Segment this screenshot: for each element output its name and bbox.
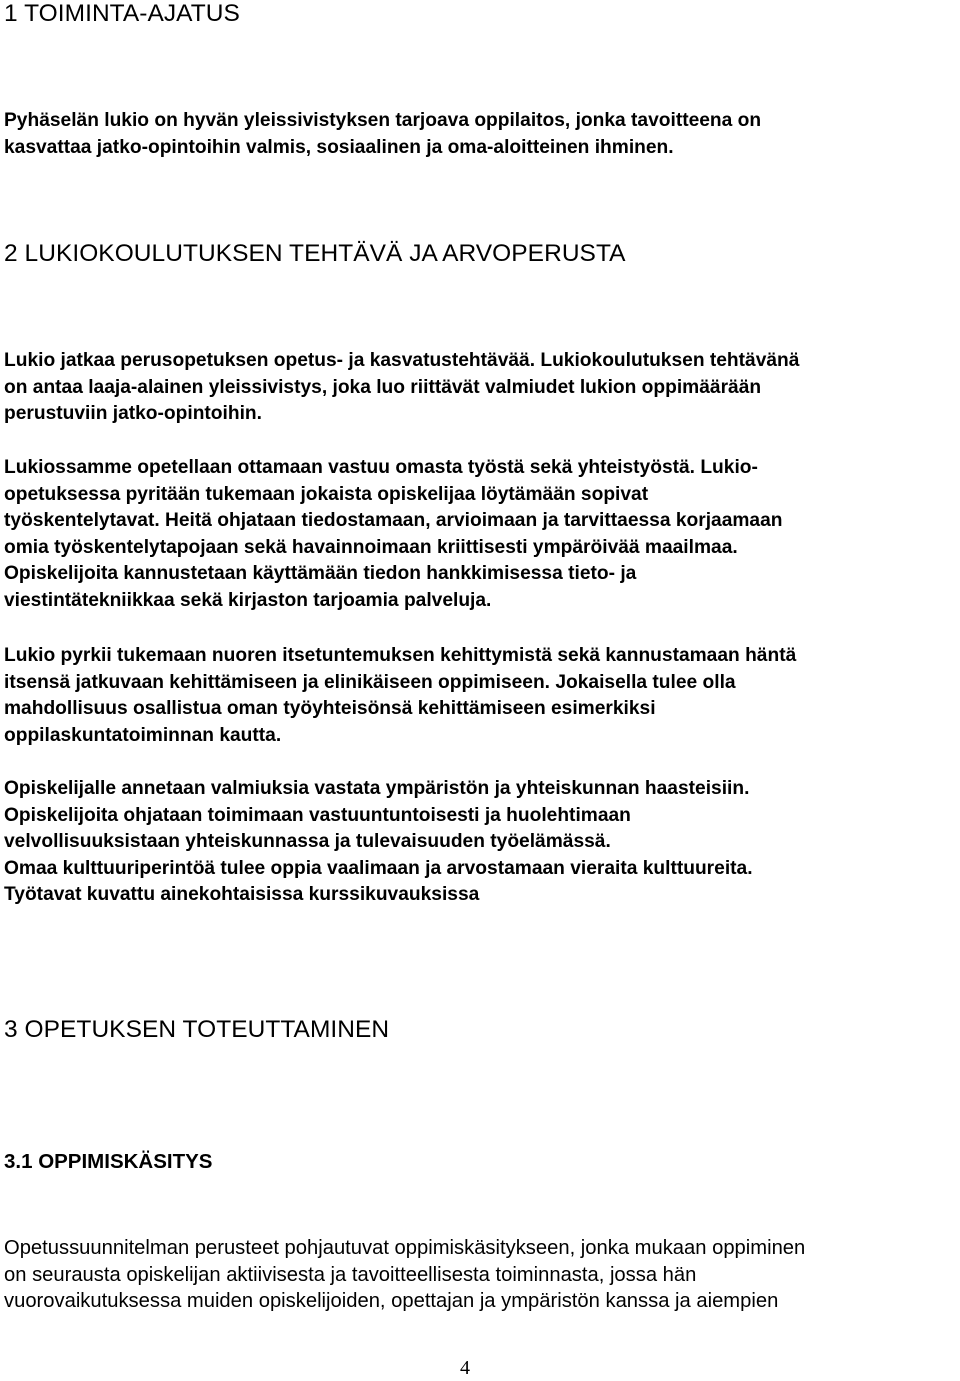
text-line: viestintätekniikkaa sekä kirjaston tarjoamia palveluja. (4, 589, 492, 611)
text-line: Omaa kulttuuriperintöä tulee oppia vaalimaan ja arvostamaan vieraita kulttuureita. (4, 857, 753, 879)
text-line: omia työskentelytapojaan sekä havainnoimaan kriittisesti ympäröivää maailmaa. (4, 536, 738, 558)
text-line: Lukio jatkaa perusopetuksen opetus- ja kasvatustehtävää. Lukiokoulutuksen tehtävänä (4, 350, 800, 371)
paragraph-toiminta-ajatus (4, 108, 761, 161)
paragraph-oppimiskasitys (4, 1235, 805, 1315)
text-line: työskentelytavat. Heitä ohjataan tiedostamaan, arvioimaan ja tarvittaessa korjaamaan (4, 510, 783, 532)
text-line: Opiskelijoita kannustetaan käyttämään tiedon hankkimisessa tieto- ja (4, 563, 637, 585)
text-line: Opetussuunnitelman perusteet pohjautuvat oppimiskäsitykseen, jonka mukaan oppiminen (4, 1237, 806, 1259)
paragraph-tyoskentelytavat (4, 455, 783, 615)
text-line: on seurausta opiskelijan aktiivisesta ja tavoitteellisesta toiminnasta, jossa hän (4, 1263, 697, 1286)
heading-toiminta-ajatus: 1 TOIMINTA-AJATUS (4, 0, 240, 27)
text-line: oppilaskuntatoiminnan kautta. (4, 724, 282, 746)
text-line: itsensä jatkuvaan kehittämiseen ja elinikäiseen oppimiseen. Jokaisella tulee olla (4, 671, 736, 693)
text-line: Työtavat kuvattu ainekohtaisissa kurssikuvauksissa (4, 884, 480, 906)
text-line: Lukio pyrkii tukemaan nuoren itsetuntemuksen kehittymistä sekä kannustamaan häntä (4, 645, 797, 666)
text-line: kasvattaa jatko-opintoihin valmis, sosiaalinen ja oma-aloitteinen ihminen. (4, 136, 674, 158)
text-line: Lukiossamme opetellaan ottamaan vastuu omasta työstä sekä yhteistyöstä. Lukio- (4, 457, 758, 478)
text-line: vuorovaikutuksessa muiden opiskelijoiden, opettajan ja ympäristön kanssa ja aiempien (4, 1290, 779, 1313)
paragraph-itsetuntemus (4, 643, 796, 749)
page-number: 4 (460, 1357, 470, 1379)
heading-tehtava-ja-arvoperusta: 2 LUKIOKOULUTUKSEN TEHTÄVÄ JA ARVOPERUSTA (4, 240, 626, 267)
heading-oppimiskasitys: 3.1 OPPIMISKÄSITYS (4, 1150, 213, 1173)
paragraph-lukiokoulutuksen-tehtava (4, 348, 799, 428)
text-line: Opiskelijalle annetaan valmiuksia vastata ympäristön ja yhteiskunnan haasteisiin. (4, 778, 750, 799)
text-line: perustuviin jatko-opintoihin. (4, 403, 262, 425)
heading-opetuksen-toteuttaminen: 3 OPETUKSEN TOTEUTTAMINEN (4, 1016, 390, 1043)
text-line: on antaa laaja-alainen yleissivistys, joka luo riittävät valmiudet lukion oppimäärään (4, 376, 762, 398)
text-line: velvollisuuksistaan yhteiskunnassa ja tulevaisuuden työelämässä. (4, 831, 611, 853)
text-line: mahdollisuus osallistua oman työyhteisönsä kehittämiseen esimerkiksi (4, 698, 656, 720)
text-line: opetuksessa pyritään tukemaan jokaista opiskelijaa löytämään sopivat (4, 483, 649, 505)
text-line: Opiskelijoita ohjataan toimimaan vastuuntuntoisesti ja huolehtimaan (4, 804, 631, 826)
text-line: Pyhäselän lukio on hyvän yleissivistyksen tarjoava oppilaitos, jonka tavoitteena on (4, 110, 762, 131)
paragraph-yhteiskunta (4, 776, 753, 909)
